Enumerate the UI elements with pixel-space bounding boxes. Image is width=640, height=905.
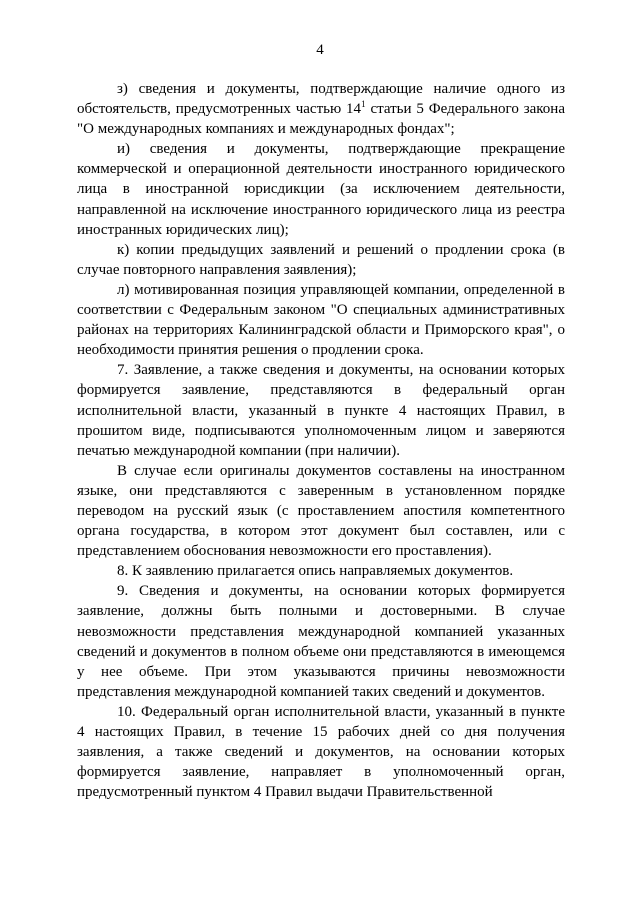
paragraph-clause-7: 7. Заявление, а также сведения и документы, на основании которых формируется заявление, представляются в федеральный орган исполнительной власти, указанный в пункте 4 настоящих Правил, в прошитом виде, подписываются уполномоченным лицом и заверяются печатью международной компании (при наличии). [77,362,565,459]
paragraph-item-i: и) сведения и документы, подтверждающие прекращение коммерческой и операционной деятельности иностранного юридического лица в иностранной юрисдикции (за исключением деятельности, направленной на исключение иностранного юридического лица из реестра иностранных юридических лиц); [77,141,565,238]
paragraph-item-k: к) копии предыдущих заявлений и решений о продлении срока (в случае повторного направления заявления); [77,241,565,278]
paragraph-clause-9: 9. Сведения и документы, на основании которых формируется заявление, должны быть полными и достоверными. В случае невозможности представления международной компанией указанных сведений и документов в полном объеме они представляются в имеющемся у нее объеме. При этом указываются причины невозможности представления международной компанией таких сведений и документов. [77,583,565,700]
paragraph-text: з) сведения и документы, подтверждающие наличие одного из обстоятельств, предусмотренных частью 14 [77,81,565,118]
paragraph-text-continued: статьи 5 Федерального закона "О международных компаниях и международных фондах"; [77,101,565,138]
superscript-mark: 1 [361,99,366,110]
document-body [77,79,565,802]
paragraph-clause-7-translation: В случае если оригиналы документов составлены на иностранном языке, они представляются с заверенным в установленном порядке переводом на русский язык (с проставлением апостиля компетентного органа государства, в котором этот документ был составлен, или с представлением обоснования невозможности его проставления). [77,462,565,560]
paragraph-clause-8: 8. К заявлению прилагается опись направляемых документов. [117,563,514,580]
paragraph-clause-10: 10. Федеральный орган исполнительной власти, указанный в пункте 4 настоящих Правил, в течение 15 рабочих дней со дня получения заявления, а также сведений и документов, на основании которых формируется заявление, направляет в уполномоченный орган, предусмотренный пунктом 4 Правил выдачи Правительственной [77,703,565,801]
page-number: 4 [316,42,324,58]
paragraph-item-l: л) мотивированная позиция управляющей компании, определенной в соответствии с Федеральным законом "О специальных административных районах на территориях Калининградской области и Приморского края", о необходимости принятия решения о продлении срока. [77,281,565,359]
paragraph-item-z [77,79,565,139]
